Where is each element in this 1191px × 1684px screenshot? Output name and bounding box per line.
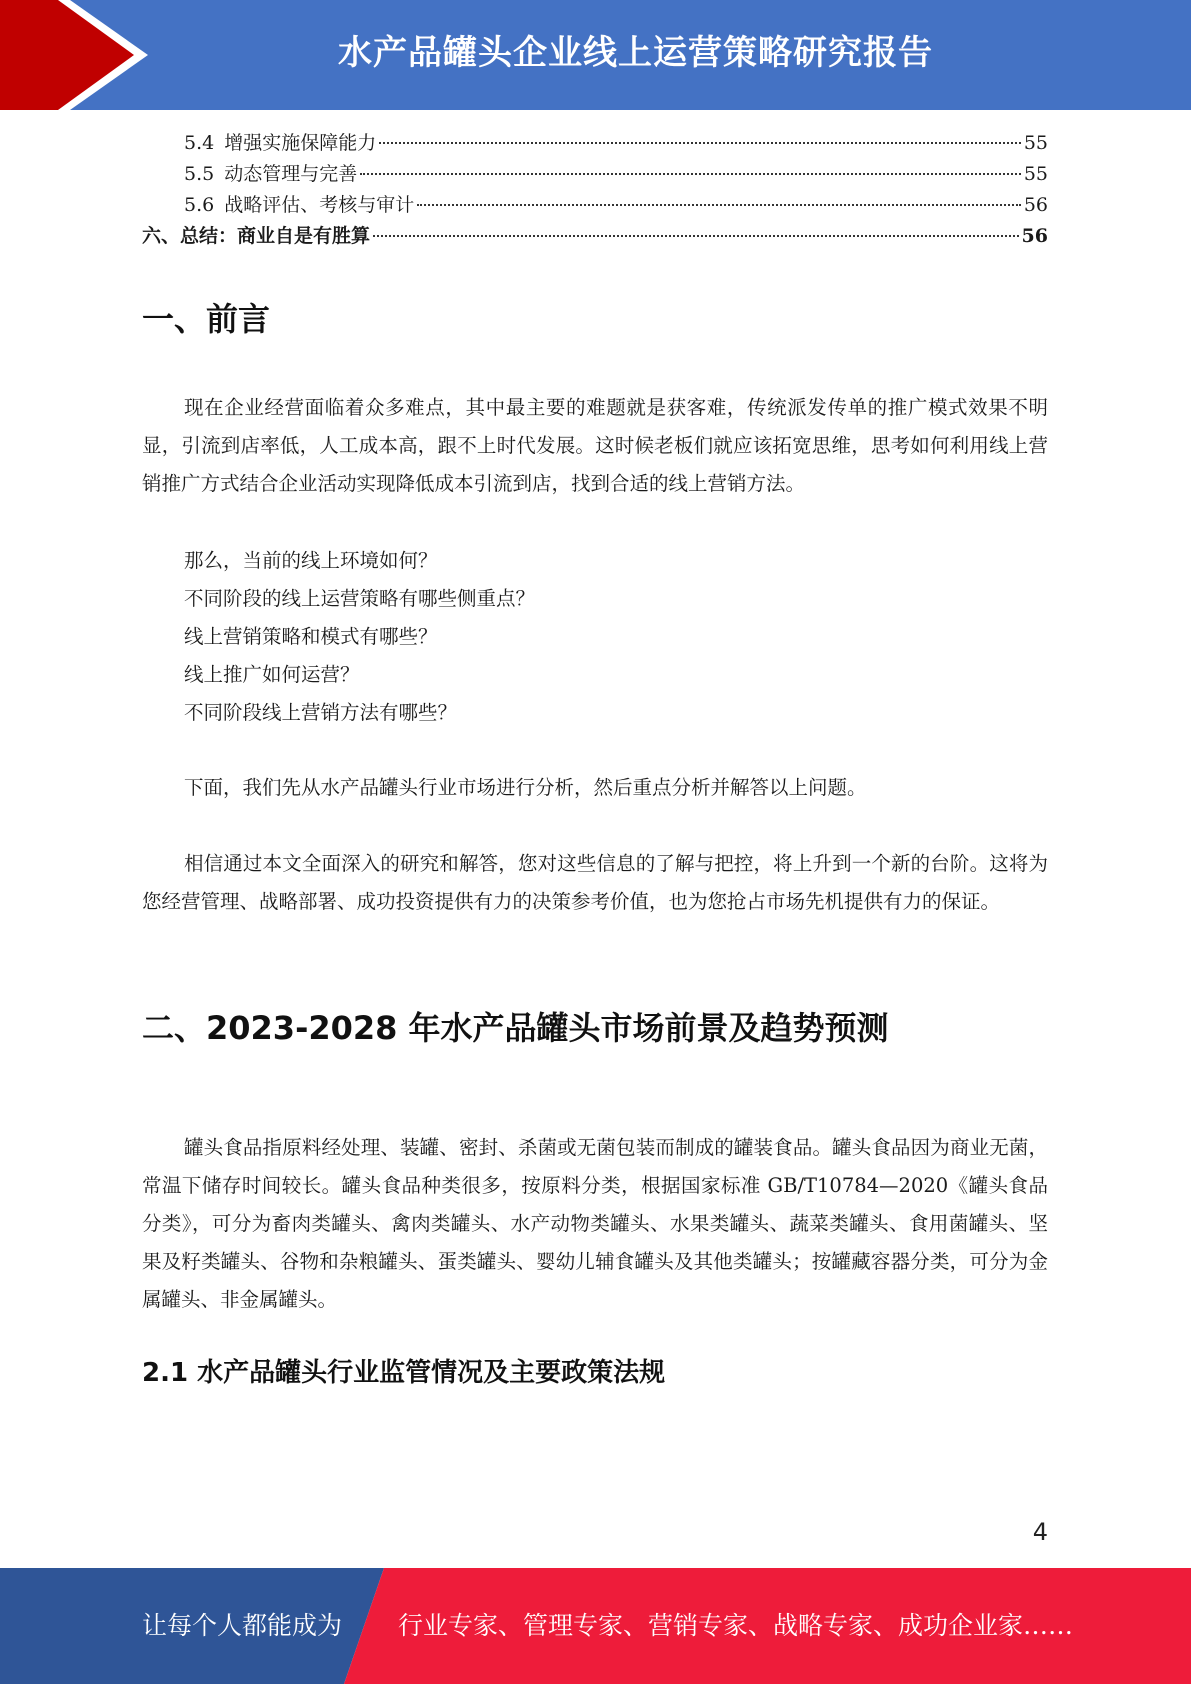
toc-entry-number: 5.6 [184, 194, 215, 216]
footer-slogan-left: 让每个人都能成为 [142, 1611, 343, 1640]
toc-entry[interactable] [142, 128, 1048, 159]
section-heading-preface: 一、前言 [142, 300, 271, 338]
toc-entry-title: 增强实施保障能力 [224, 132, 377, 154]
section-heading-market-forecast: 二、2023-2028 年水产品罐头市场前景及趋势预测 [142, 1009, 889, 1047]
toc-entry[interactable] [142, 159, 1048, 190]
question-item: 那么，当前的线上环境如何？ [184, 549, 438, 572]
table-of-contents [142, 128, 1048, 252]
toc-entry-page: 56 [1021, 225, 1048, 247]
toc-entry-number: 5.5 [184, 163, 215, 185]
page-footer [0, 1568, 1191, 1684]
toc-entry-page: 55 [1023, 132, 1048, 154]
subsection-heading-regulation: 2.1 水产品罐头行业监管情况及主要政策法规 [142, 1358, 666, 1388]
question-item: 线上推广如何运营？ [184, 663, 360, 686]
closing-paragraph: 相信通过本文全面深入的研究和解答，您对这些信息的了解与把控，将上升到一个新的台阶。这将为您经营管理、战略部署、成功投资提供有力的决策参考价值，也为您抢占市场先机提供有力的保证。 [142, 852, 1048, 913]
toc-leader-dots [417, 204, 1021, 206]
toc-entry-page: 55 [1023, 163, 1048, 185]
header-chevron-decoration [0, 0, 160, 110]
toc-entry-main[interactable] [142, 221, 1048, 252]
question-item: 不同阶段的线上运营策略有哪些侧重点？ [184, 587, 536, 610]
page-number: 4 [1032, 1518, 1048, 1546]
toc-leader-dots [373, 235, 1019, 237]
report-title: 水产品罐头企业线上运营策略研究报告 [338, 33, 933, 73]
question-item: 不同阶段线上营销方法有哪些？ [184, 701, 458, 724]
question-list [184, 542, 535, 732]
toc-entry-title: 六、总结：商业自是有胜算 [142, 225, 371, 247]
toc-entry-title: 动态管理与完善 [224, 163, 358, 185]
canned-food-definition-paragraph: 罐头食品指原料经处理、装罐、密封、杀菌或无菌包装而制成的罐装食品。罐头食品因为商业无菌，常温下储存时间较长。罐头食品种类很多，按原料分类，根据国家标准 GB/T10784—2020《罐头食品分类》，可分为畜肉类罐头、禽肉类罐头、水产动物类罐头、水果类罐头、蔬菜类罐头、食用菌罐头、坚果及籽类罐头、谷物和杂粮罐头、蛋类罐头、婴幼儿辅食罐头及其他类罐头；按罐藏容器分类，可分为金属罐头、非金属罐头。 [142, 1136, 1048, 1311]
preface-intro-paragraph: 现在企业经营面临着众多难点，其中最主要的难题就是获客难，传统派发传单的推广模式效果不明显，引流到店率低，人工成本高，跟不上时代发展。这时候老板们就应该拓宽思维，思考如何利用线上营销推广方式结合企业活动实现降低成本引流到店，找到合适的线上营销方法。 [142, 396, 1048, 495]
page-header [0, 0, 1191, 110]
transition-paragraph: 下面，我们先从水产品罐头行业市场进行分析，然后重点分析并解答以上问题。 [184, 776, 867, 799]
toc-entry[interactable] [142, 190, 1048, 221]
toc-entry-page: 56 [1023, 194, 1048, 216]
toc-entry-number: 5.4 [184, 132, 215, 154]
toc-leader-dots [360, 173, 1021, 175]
question-item: 线上营销策略和模式有哪些？ [184, 625, 438, 648]
footer-slogan-right: 行业专家、管理专家、营销专家、战略专家、成功企业家…… [398, 1611, 1074, 1640]
toc-entry-title: 战略评估、考核与审计 [224, 194, 415, 216]
toc-leader-dots [379, 142, 1021, 144]
